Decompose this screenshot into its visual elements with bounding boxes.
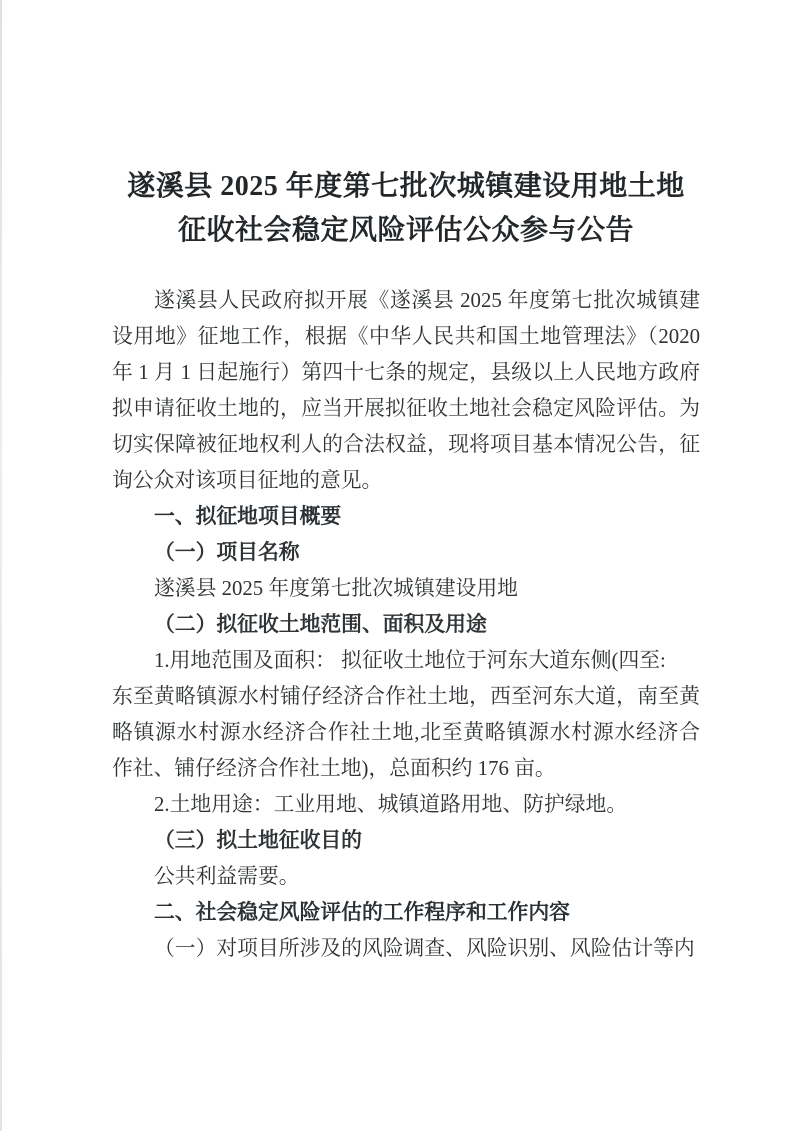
subheading-acquisition-purpose: （三）拟土地征收目的: [154, 829, 362, 852]
intro-line: 年 1 月 1 日起施行）第四十七条的规定，县级以上人民地方政府: [112, 361, 700, 384]
heading-section-1: 一、拟征地项目概要: [154, 505, 342, 528]
project-name-text: 遂溪县 2025 年度第七批次城镇建设用地: [154, 577, 518, 600]
land-scope-line: 东至黄略镇源水村铺仔经济合作社土地，西至河东大道，南至黄: [112, 685, 700, 708]
intro-line: 设用地》征地工作，根据《中华人民共和国土地管理法》（2020: [112, 325, 700, 348]
document-title-line1: 遂溪县 2025 年度第七批次城镇建设用地土地: [127, 171, 685, 202]
intro-line: 切实保障被征地权利人的合法权益，现将项目基本情况公告，征: [112, 433, 700, 456]
intro-line: 遂溪县人民政府拟开展《遂溪县 2025 年度第七批次城镇建: [154, 289, 700, 312]
heading-section-2: 二、社会稳定风险评估的工作程序和工作内容: [154, 901, 570, 924]
intro-line: 拟申请征收土地的，应当开展拟征收土地社会稳定风险评估。为: [112, 397, 700, 420]
section-2-first-line: （一）对项目所涉及的风险调查、风险识别、风险估计等内: [154, 937, 695, 960]
land-scope-line: 略镇源水村源水经济合作社土地,北至黄略镇源水村源水经济合: [112, 721, 700, 744]
land-scope-line: 作社、铺仔经济合作社土地)，总面积约 176 亩。: [112, 757, 556, 780]
subheading-land-scope: （二）拟征收土地范围、面积及用途: [154, 613, 487, 636]
document-content: [112, 165, 700, 967]
land-use-paragraph: 2.土地用途：工业用地、城镇道路用地、防护绿地。: [154, 793, 628, 816]
intro-paragraph: [112, 283, 700, 499]
purpose-paragraph: 公共利益需要。: [154, 865, 300, 888]
intro-line: 询公众对该项目征地的意见。: [112, 469, 383, 492]
subheading-project-name: （一）项目名称: [154, 541, 300, 564]
land-scope-line: 1.用地范围及面积： 拟征收土地位于河东大道东侧(四至:: [154, 649, 666, 672]
document-title-line2: 征收社会稳定风险评估公众参与公告: [177, 215, 634, 246]
scan-edge-artifact: [0, 0, 2, 1131]
land-scope-paragraph: [112, 643, 700, 787]
document-title: [112, 165, 700, 253]
